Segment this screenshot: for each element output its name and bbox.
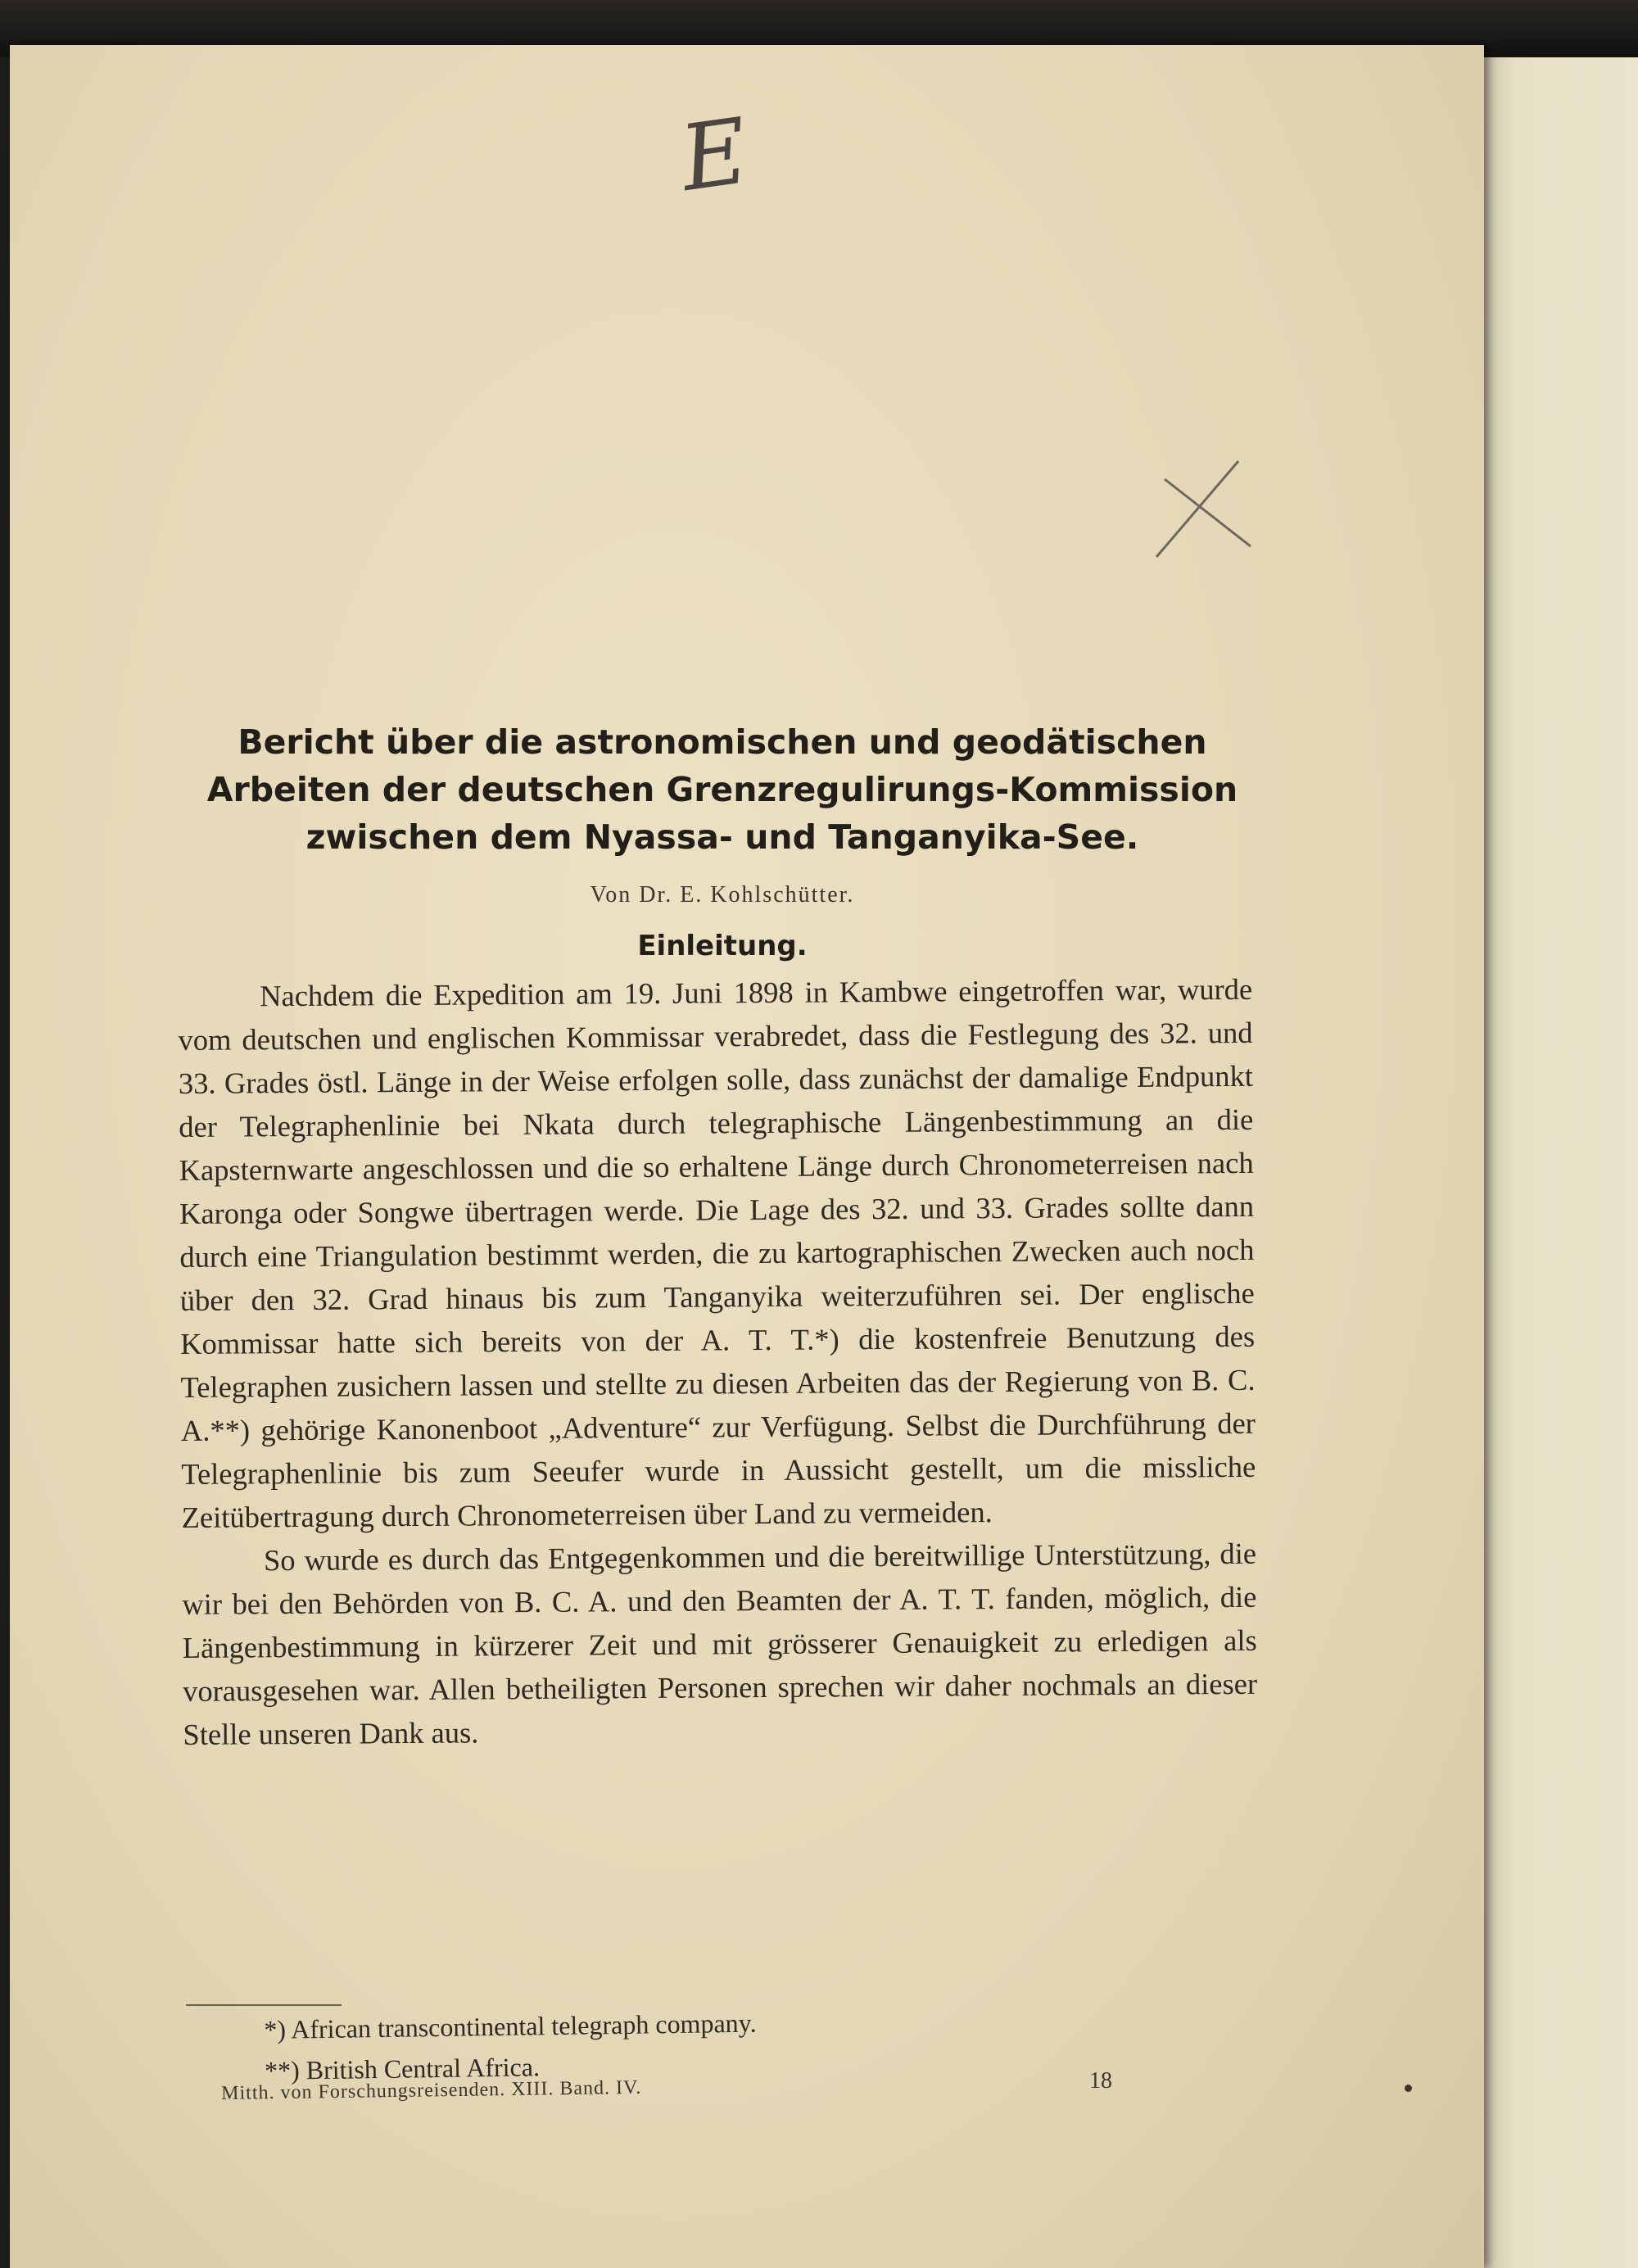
ink-speck [1405, 2085, 1412, 2092]
back-page-edge [1466, 57, 1638, 2268]
page-number: 18 [1089, 2068, 1112, 2094]
title-line: zwischen dem Nyassa- und Tanganyika-See. [305, 817, 1139, 857]
article-title [174, 718, 1271, 861]
title-line: Arbeiten der deutschen Grenzregulirungs-Kommission [206, 770, 1238, 809]
section-heading: Einleitung. [637, 930, 808, 962]
footnote: **) British Central Africa. [264, 2052, 541, 2085]
paragraph: Nachdem die Expedition am 19. Juni 1898 in Kambwe eingetroffen war, wurde vom deutschen und englischen Kommissar verabredet, dass die Festlegung des 32. und 33. Grades östl. Länge in der Weise erfolgen solle, dass zunächst der damalige Endpunkt der Telegraphenlinie bei Nkata durch telegraphische Längenbestimmung an die Kapsternwarte angeschlossen und die so erhaltene Länge durch Chronometerreisen nach Karonga oder Songwe übertragen werde. Die Lage des 32. und 33. Grades sollte dann durch eine Triangulation bestimmt werden, die zu kartographischen Zwecken auch noch über den 32. Grad hinaus bis zum Tanganyika weiterzuführen sei. Der englische Kommissar hatte sich bereits von der A. T. T.*) die kostenfreie Benutzung des Telegraphen zusichern lassen und stellte zu diesen Arbeiten das der Regierung von B. C. A.**) gehörige Kanonenboot „Adventure“ zur Verfügung. Selbst die Durchführung der Telegraphenlinie bis zum Seeufer wurde in Aussicht gestellt, um die missliche Zeitübertragung durch Chronometerreisen über Land zu vermeiden. [178, 971, 1256, 1534]
book-page [10, 45, 1484, 2268]
author-line: Von Dr. E. Kohlschütter. [590, 882, 855, 908]
footnote: *) African transcontinental telegraph company. [264, 2008, 757, 2044]
publication-footer: Mitth. von Forschungsreisenden. XIII. Band. IV. [221, 2076, 642, 2104]
pencil-cross-mark [1140, 455, 1255, 561]
handwritten-mark: E [674, 98, 754, 211]
title-line: Bericht über die astronomischen und geodätischen [238, 722, 1207, 762]
paragraph: So wurde es durch das Entgegenkommen und die bereitwillige Unterstützung, die wir bei den Behörden von B. C. A. und den Beamten der A. T. T. fanden, möglich, die Längenbestimmung in kürzerer Zeit und mit grösserer Genauigkeit zu erledigen als vorausgesehen war. Allen betheiligten Personen sprechen wir daher nochmals an dieser Stelle unseren Dank aus. [182, 1536, 1258, 1751]
body-text [178, 967, 1258, 1756]
footnote-divider [186, 2004, 342, 2006]
